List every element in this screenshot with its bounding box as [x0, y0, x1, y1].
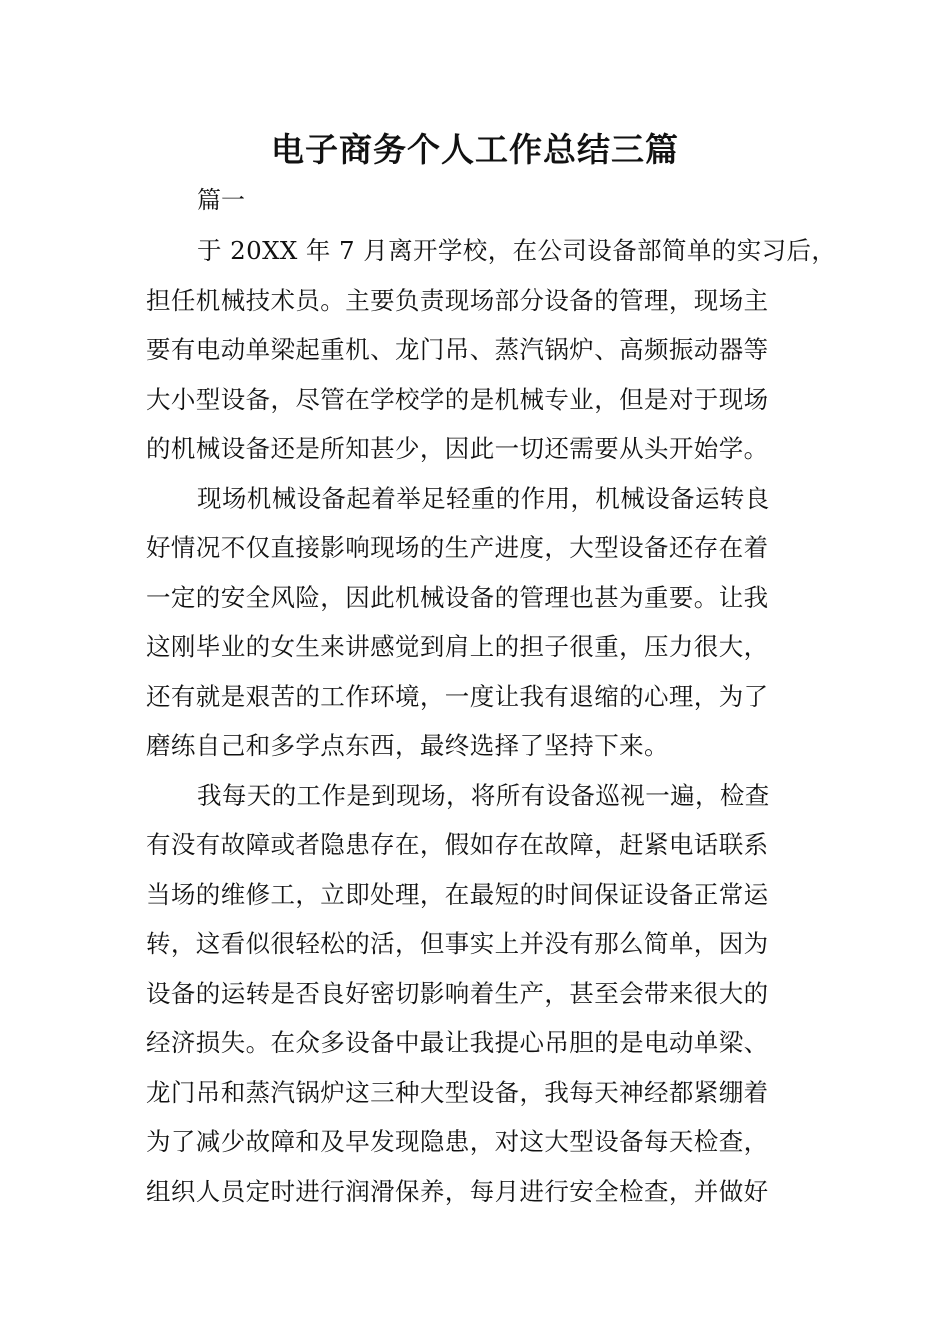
paragraph-line: 设备的运转是否良好密切影响着生产，甚至会带来很大的	[146, 978, 769, 1008]
paragraph-line: 经济损失。在众多设备中最让我提心吊胆的是电动单梁、	[146, 1028, 769, 1057]
paragraph-line: 我每天的工作是到现场，将所有设备巡视一遍，检查	[197, 780, 770, 810]
paragraph-line: 担任机械技术员。主要负责现场部分设备的管理，现场主	[146, 285, 769, 315]
section-label: 篇一	[197, 186, 245, 214]
paragraph-line: 有没有故障或者隐患存在，假如存在故障，赶紧电话联系	[146, 830, 769, 859]
paragraph-line: 大小型设备，尽管在学校学的是机械专业，但是对于现场	[146, 384, 769, 414]
paragraph-line: 这刚毕业的女生来讲感觉到肩上的担子很重，压力很大，	[146, 632, 769, 661]
document-title: 电子商务个人工作总结三篇	[271, 130, 679, 169]
paragraph-line: 现场机械设备起着举足轻重的作用，机械设备运转良	[197, 483, 770, 513]
paragraph-line: 为了减少故障和及早发现隐患，对这大型设备每天检查，	[146, 1127, 769, 1156]
paragraph-line: 组织人员定时进行润滑保养，每月进行安全检查，并做好	[146, 1176, 769, 1206]
paragraph-line: 当场的维修工，立即处理，在最短的时间保证设备正常运	[146, 879, 769, 909]
paragraph-line: 的机械设备还是所知甚少，因此一切还需要从头开始学。	[146, 434, 769, 463]
document-body	[146, 226, 836, 1216]
paragraph-line: 一定的安全风险，因此机械设备的管理也甚为重要。让我	[146, 582, 769, 612]
paragraph-line: 龙门吊和蒸汽锅炉这三种大型设备，我每天神经都紧绷着	[146, 1077, 769, 1107]
paragraph-line: 于 20XX 年 7 月离开学校，在公司设备部简单的实习后，	[197, 236, 837, 265]
paragraph-line: 磨练自己和多学点东西，最终选择了坚持下来。	[146, 731, 669, 760]
paragraph-line: 转，这看似很轻松的活，但事实上并没有那么简单，因为	[146, 929, 769, 958]
paragraph-line: 还有就是艰苦的工作环境，一度让我有退缩的心理，为了	[146, 681, 769, 711]
paragraph-line: 要有电动单梁起重机、龙门吊、蒸汽锅炉、高频振动器等	[146, 335, 769, 364]
paragraph-line: 好情况不仅直接影响现场的生产进度，大型设备还存在着	[146, 533, 769, 562]
